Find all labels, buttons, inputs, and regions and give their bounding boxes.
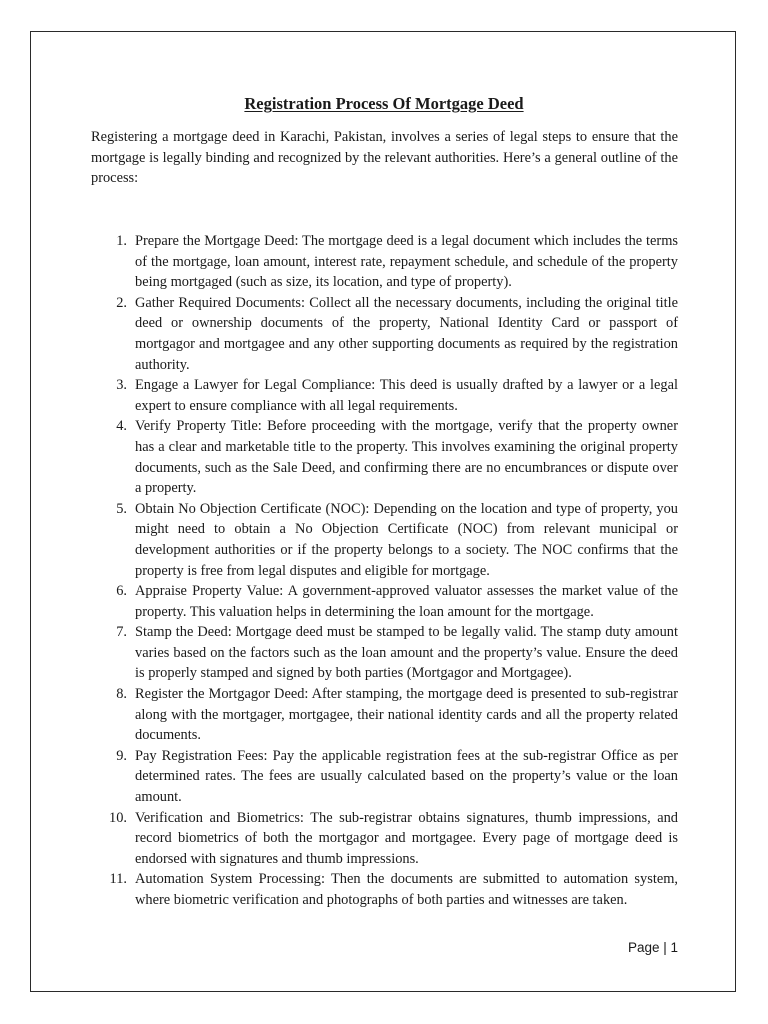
list-item [91,746,678,808]
step-number: 3. [116,377,127,394]
list-item [91,375,678,416]
list-item [91,808,678,870]
step-number: 2. [116,294,127,311]
step-number: 7. [116,624,127,641]
step-text: Appraise Property Value: A government-approved valuator assesses the market value of the property. This valuation helps in determining the loan amount for the mortgage. [135,583,678,620]
step-text: Automation System Processing: Then the documents are submitted to automation system, where biometric verification and photographs of both parties and witnesses are taken. [135,871,678,908]
list-item [91,869,678,910]
step-number: 5. [116,500,127,517]
document-title: Registration Process Of Mortgage Deed [244,94,524,113]
step-text: Pay Registration Fees: Pay the applicable registration fees at the sub-registrar Office as per determined rates. The fees are usually calculated based on the property’s value or the loan amount. [135,747,678,806]
step-text: Obtain No Objection Certificate (NOC): Depending on the location and type of property, you might need to obtain a No Objection Certificate (NOC) from relevant municipal or development authorities or if the property belongs to a society. The NOC confirms that the property is free from legal disputes and eligible for mortgage. [135,500,678,579]
list-item [91,293,678,375]
list-item [91,581,678,622]
step-text: Prepare the Mortgage Deed: The mortgage deed is a legal document which includes the terms of the mortgage, loan amount, interest rate, repayment schedule, and schedule of the property being mortgaged (such as size, its location, and type of property). [135,233,678,291]
list-item [91,416,678,498]
step-text: Verification and Biometrics: The sub-registrar obtains signatures, thumb impressions, and record biometrics of both the mortgagor and mortgagee. Every page of mortgage deed is endorsed with signatures and thumb impressions. [135,809,678,867]
step-text: Engage a Lawyer for Legal Compliance: This deed is usually drafted by a lawyer or a legal expert to ensure compliance with all legal requirements. [135,377,678,414]
list-item [91,231,678,293]
step-number: 8. [116,686,127,703]
list-item [91,622,678,684]
step-number: 4. [116,418,127,435]
step-text: Verify Property Title: Before proceeding with the mortgage, verify that the property owner has a clear and marketable title to the property. This involves examining the original property documents, such as the Sale Deed, and confirming there are no encumbrances or dispute over a property. [135,418,678,497]
intro-paragraph: Registering a mortgage deed in Karachi, Pakistan, involves a series of legal steps to ensure that the mortgage is legally binding and recognized by the relevant authorities. Here’s a general outline of the process: [91,129,678,187]
step-text: Stamp the Deed: Mortgage deed must be stamped to be legally valid. The stamp duty amount varies based on the factors such as the loan amount and the property’s value. Ensure the deed is properly stamped and signed by both parties (Mortgagor and Mortgagee). [135,624,678,682]
step-text: Register the Mortgagor Deed: After stamping, the mortgage deed is presented to sub-registrar along with the mortgager, mortgagee, their national identity cards and all the property related documents. [135,686,678,744]
list-item [91,684,678,746]
step-text: Gather Required Documents: Collect all the necessary documents, including the original title deed or ownership documents of the property, National Identity Card or passport of mortgagor and mortgagee and any other supporting documents as required by the registration authority. [135,294,678,373]
step-number: 11. [109,871,127,888]
step-number: 10. [109,809,127,826]
step-number: 9. [116,747,127,764]
step-number: 1. [116,233,127,249]
page-number-footer: Page | 1 [627,940,678,955]
list-item [91,499,678,581]
steps-list [91,231,678,911]
step-number: 6. [116,583,127,600]
